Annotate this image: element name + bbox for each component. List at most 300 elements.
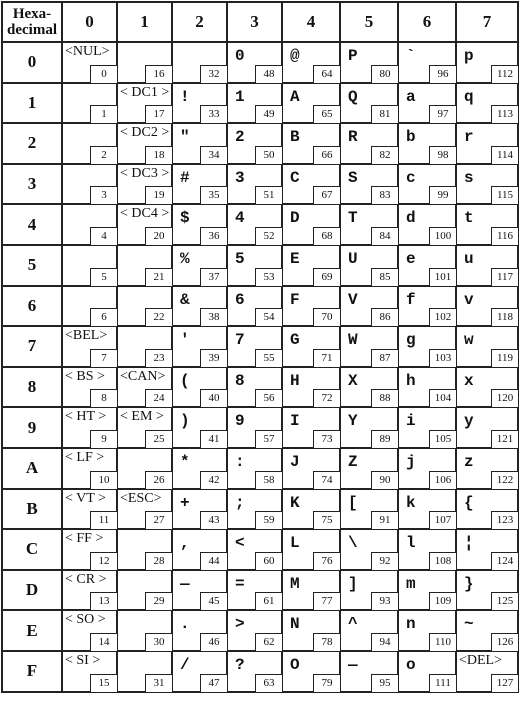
table-row (2, 326, 518, 367)
decimal-code-box: 36 (200, 227, 227, 245)
decimal-code-box: 84 (371, 227, 398, 245)
char-cell (398, 245, 456, 286)
decimal-code-box: 92 (371, 552, 398, 570)
char-glyph: D (290, 209, 300, 228)
decimal-code-box: 74 (313, 471, 340, 489)
decimal-code-box: 106 (429, 471, 456, 489)
char-glyph: r (464, 128, 474, 147)
decimal-code-box: 95 (371, 674, 398, 692)
char-glyph: $ (180, 209, 190, 228)
decimal-code-box: 19 (145, 186, 172, 204)
char-cell (340, 83, 398, 124)
char-cell (172, 610, 227, 651)
table-row (2, 489, 518, 530)
char-cell (340, 245, 398, 286)
decimal-code-box: 70 (313, 308, 340, 326)
decimal-code-box: 40 (200, 389, 227, 407)
char-cell (117, 489, 172, 530)
char-cell (398, 407, 456, 448)
row-header-7: 7 (2, 326, 62, 367)
char-cell (398, 489, 456, 530)
char-cell (282, 651, 340, 692)
char-cell (456, 570, 518, 611)
decimal-code-box: 69 (313, 268, 340, 286)
char-cell (340, 326, 398, 367)
char-glyph: ? (235, 655, 245, 674)
decimal-code-box: 7 (90, 349, 117, 367)
decimal-code-box: 0 (90, 65, 117, 83)
char-cell (172, 367, 227, 408)
decimal-code-box: 11 (90, 511, 117, 529)
decimal-code-box: 91 (371, 511, 398, 529)
char-glyph: 1 (235, 87, 245, 106)
char-cell (282, 367, 340, 408)
decimal-code-box: 29 (145, 592, 172, 610)
decimal-code-box: 88 (371, 389, 398, 407)
char-glyph: h (406, 371, 416, 390)
decimal-code-box: 52 (255, 227, 282, 245)
decimal-code-box: 55 (255, 349, 282, 367)
char-cell (456, 123, 518, 164)
decimal-code-box: 120 (491, 389, 518, 407)
char-cell (282, 286, 340, 327)
table-row (2, 570, 518, 611)
char-cell (282, 83, 340, 124)
table-row (2, 245, 518, 286)
char-glyph: s (464, 168, 474, 187)
decimal-code-box: 111 (429, 674, 456, 692)
char-glyph: ! (180, 87, 190, 106)
row-header-3: 3 (2, 164, 62, 205)
char-cell (456, 204, 518, 245)
char-cell (172, 204, 227, 245)
char-cell (340, 204, 398, 245)
char-glyph: 3 (235, 168, 245, 187)
char-cell (398, 164, 456, 205)
header-row (2, 2, 518, 42)
decimal-code-box: 25 (145, 430, 172, 448)
char-cell (117, 204, 172, 245)
char-glyph: n (406, 615, 416, 634)
decimal-code-box: 104 (429, 389, 456, 407)
char-cell (227, 489, 282, 530)
char-cell (117, 164, 172, 205)
char-glyph: l (406, 534, 416, 553)
control-char-label: < VT > (65, 490, 106, 506)
char-cell (456, 651, 518, 692)
char-glyph: S (348, 168, 358, 187)
decimal-code-box: 17 (145, 105, 172, 123)
decimal-code-box: 54 (255, 308, 282, 326)
char-cell (172, 651, 227, 692)
char-cell (62, 570, 117, 611)
char-cell (340, 570, 398, 611)
column-header-7: 7 (456, 2, 518, 42)
char-cell (456, 610, 518, 651)
char-cell (340, 610, 398, 651)
row-header-C: C (2, 529, 62, 570)
char-glyph: # (180, 168, 190, 187)
decimal-code-box: 21 (145, 268, 172, 286)
char-glyph: 6 (235, 290, 245, 309)
char-cell (172, 448, 227, 489)
decimal-code-box: 79 (313, 674, 340, 692)
decimal-code-box: 18 (145, 146, 172, 164)
char-glyph: x (464, 371, 474, 390)
decimal-code-box: 60 (255, 552, 282, 570)
char-cell (398, 42, 456, 83)
decimal-code-box: 56 (255, 389, 282, 407)
table-row (2, 651, 518, 692)
char-cell (172, 489, 227, 530)
decimal-code-box: 38 (200, 308, 227, 326)
decimal-code-box: 83 (371, 186, 398, 204)
decimal-code-box: 20 (145, 227, 172, 245)
char-glyph: — (180, 574, 190, 593)
control-char-label: <DEL> (459, 652, 503, 668)
char-glyph: y (464, 412, 474, 431)
decimal-code-box: 22 (145, 308, 172, 326)
char-cell (456, 164, 518, 205)
char-cell (62, 83, 117, 124)
decimal-code-box: 115 (491, 186, 518, 204)
decimal-code-box: 62 (255, 633, 282, 651)
decimal-code-box: 78 (313, 633, 340, 651)
char-cell (62, 367, 117, 408)
ascii-code-table (1, 1, 519, 693)
table-row (2, 286, 518, 327)
char-cell (62, 245, 117, 286)
char-cell (456, 448, 518, 489)
char-cell (62, 529, 117, 570)
decimal-code-box: 33 (200, 105, 227, 123)
decimal-code-box: 109 (429, 592, 456, 610)
decimal-code-box: 39 (200, 349, 227, 367)
char-glyph: { (464, 493, 474, 512)
char-cell (227, 164, 282, 205)
char-glyph: F (290, 290, 300, 309)
char-cell (117, 123, 172, 164)
char-glyph: W (348, 331, 358, 350)
char-glyph: I (290, 412, 300, 431)
char-glyph: e (406, 249, 416, 268)
decimal-code-box: 32 (200, 65, 227, 83)
control-char-label: < DC2 > (120, 125, 170, 141)
char-cell (62, 42, 117, 83)
char-glyph: o (406, 655, 416, 674)
char-glyph: / (180, 655, 190, 674)
char-cell (172, 529, 227, 570)
char-glyph: L (290, 534, 300, 553)
char-cell (227, 610, 282, 651)
decimal-code-box: 66 (313, 146, 340, 164)
char-cell (340, 448, 398, 489)
char-cell (117, 42, 172, 83)
char-cell (282, 448, 340, 489)
char-glyph: v (464, 290, 474, 309)
char-glyph: ] (348, 574, 358, 593)
char-glyph: O (290, 655, 300, 674)
char-cell (282, 123, 340, 164)
char-cell (282, 407, 340, 448)
column-header-2: 2 (172, 2, 227, 42)
char-cell (456, 407, 518, 448)
char-cell (172, 83, 227, 124)
decimal-code-box: 68 (313, 227, 340, 245)
char-glyph: @ (290, 47, 300, 65)
table-body (2, 42, 518, 692)
column-header-6: 6 (398, 2, 456, 42)
char-cell (340, 123, 398, 164)
decimal-code-box: 122 (491, 471, 518, 489)
decimal-code-box: 26 (145, 471, 172, 489)
char-cell (456, 529, 518, 570)
char-cell (62, 286, 117, 327)
decimal-code-box: 51 (255, 186, 282, 204)
control-char-label: <CAN> (120, 368, 166, 384)
decimal-code-box: 112 (491, 65, 518, 83)
control-char-label: <BEL> (65, 328, 108, 344)
decimal-code-box: 28 (145, 552, 172, 570)
decimal-code-box: 48 (255, 65, 282, 83)
row-header-5: 5 (2, 245, 62, 286)
decimal-code-box: 127 (491, 674, 518, 692)
char-cell (456, 367, 518, 408)
char-glyph: B (290, 128, 300, 147)
char-glyph: % (180, 249, 190, 268)
control-char-label: < EM > (120, 409, 164, 425)
decimal-code-box: 99 (429, 186, 456, 204)
char-glyph: 2 (235, 128, 245, 147)
decimal-code-box: 31 (145, 674, 172, 692)
char-glyph: m (406, 574, 416, 593)
table-row (2, 367, 518, 408)
char-glyph: : (235, 452, 245, 471)
decimal-code-box: 89 (371, 430, 398, 448)
char-cell (62, 204, 117, 245)
decimal-code-box: 12 (90, 552, 117, 570)
table-row (2, 407, 518, 448)
char-glyph: X (348, 371, 358, 390)
char-cell (227, 123, 282, 164)
char-cell (282, 489, 340, 530)
decimal-code-box: 126 (491, 633, 518, 651)
char-cell (62, 326, 117, 367)
char-glyph: c (406, 168, 416, 187)
decimal-code-box: 119 (491, 349, 518, 367)
decimal-code-box: 93 (371, 592, 398, 610)
char-glyph: a (406, 87, 416, 106)
char-cell (117, 407, 172, 448)
decimal-code-box: 103 (429, 349, 456, 367)
char-glyph: Z (348, 452, 358, 471)
decimal-code-box: 46 (200, 633, 227, 651)
row-header-D: D (2, 570, 62, 611)
char-cell (117, 286, 172, 327)
char-cell (398, 123, 456, 164)
char-cell (62, 610, 117, 651)
char-cell (227, 42, 282, 83)
char-glyph: K (290, 493, 300, 512)
char-cell (62, 489, 117, 530)
char-glyph: & (180, 290, 190, 309)
char-glyph: ^ (348, 615, 358, 634)
char-cell (62, 407, 117, 448)
column-header-1: 1 (117, 2, 172, 42)
decimal-code-box: 44 (200, 552, 227, 570)
decimal-code-box: 63 (255, 674, 282, 692)
char-glyph: ) (180, 412, 190, 431)
char-cell (398, 570, 456, 611)
char-cell (117, 529, 172, 570)
decimal-code-box: 13 (90, 592, 117, 610)
ascii-table-container (1, 1, 519, 693)
char-glyph: . (180, 615, 190, 634)
char-cell (227, 286, 282, 327)
char-cell (456, 42, 518, 83)
char-glyph: i (406, 412, 416, 431)
decimal-code-box: 82 (371, 146, 398, 164)
char-glyph: > (235, 615, 245, 634)
char-cell (282, 245, 340, 286)
control-char-label: <NUL> (65, 44, 110, 59)
decimal-code-box: 43 (200, 511, 227, 529)
column-header-3: 3 (227, 2, 282, 42)
char-glyph: E (290, 249, 300, 268)
char-glyph: , (180, 534, 190, 553)
char-glyph: q (464, 87, 474, 106)
row-header-6: 6 (2, 286, 62, 327)
char-cell (117, 245, 172, 286)
decimal-code-box: 86 (371, 308, 398, 326)
char-cell (117, 83, 172, 124)
control-char-label: < HT > (65, 409, 107, 425)
control-char-label: < DC1 > (120, 84, 170, 100)
decimal-code-box: 105 (429, 430, 456, 448)
decimal-code-box: 4 (90, 227, 117, 245)
char-cell (340, 367, 398, 408)
decimal-code-box: 76 (313, 552, 340, 570)
decimal-code-box: 6 (90, 308, 117, 326)
row-header-9: 9 (2, 407, 62, 448)
char-glyph: g (406, 331, 416, 350)
table-row (2, 610, 518, 651)
decimal-code-box: 30 (145, 633, 172, 651)
char-glyph: k (406, 493, 416, 512)
char-cell (340, 164, 398, 205)
char-glyph: w (464, 331, 474, 350)
decimal-code-box: 24 (145, 389, 172, 407)
decimal-code-box: 3 (90, 186, 117, 204)
decimal-code-box: 87 (371, 349, 398, 367)
decimal-code-box: 61 (255, 592, 282, 610)
decimal-code-box: 37 (200, 268, 227, 286)
decimal-code-box: 1 (90, 105, 117, 123)
column-header-4: 4 (282, 2, 340, 42)
char-glyph: ` (406, 47, 416, 65)
char-glyph: * (180, 452, 190, 471)
char-glyph: C (290, 168, 300, 187)
decimal-code-box: 107 (429, 511, 456, 529)
char-glyph: } (464, 574, 474, 593)
char-cell (398, 610, 456, 651)
char-glyph: Y (348, 412, 358, 431)
table-row (2, 448, 518, 489)
decimal-code-box: 15 (90, 674, 117, 692)
column-header-5: 5 (340, 2, 398, 42)
char-glyph: V (348, 290, 358, 309)
decimal-code-box: 113 (491, 105, 518, 123)
char-cell (117, 610, 172, 651)
char-cell (227, 367, 282, 408)
char-cell (398, 326, 456, 367)
char-cell (172, 245, 227, 286)
decimal-code-box: 123 (491, 511, 518, 529)
decimal-code-box: 45 (200, 592, 227, 610)
decimal-code-box: 71 (313, 349, 340, 367)
char-glyph: G (290, 331, 300, 350)
char-cell (398, 529, 456, 570)
char-glyph: 0 (235, 47, 245, 65)
char-cell (456, 83, 518, 124)
control-char-label: < DC3 > (120, 165, 170, 181)
decimal-code-box: 90 (371, 471, 398, 489)
char-glyph: ' (180, 331, 190, 350)
char-cell (340, 529, 398, 570)
char-cell (282, 204, 340, 245)
char-glyph: A (290, 87, 300, 106)
char-glyph: U (348, 249, 358, 268)
char-cell (227, 448, 282, 489)
control-char-label: < CR > (65, 571, 107, 587)
decimal-code-box: 101 (429, 268, 456, 286)
decimal-code-box: 102 (429, 308, 456, 326)
char-cell (227, 245, 282, 286)
char-cell (117, 570, 172, 611)
corner-header: Hexa-decimal (2, 2, 62, 42)
decimal-code-box: 57 (255, 430, 282, 448)
char-cell (62, 448, 117, 489)
decimal-code-box: 8 (90, 389, 117, 407)
char-cell (172, 407, 227, 448)
char-cell (172, 42, 227, 83)
row-header-B: B (2, 489, 62, 530)
decimal-code-box: 58 (255, 471, 282, 489)
char-glyph: 8 (235, 371, 245, 390)
decimal-code-box: 64 (313, 65, 340, 83)
char-glyph: ( (180, 371, 190, 390)
char-cell (398, 83, 456, 124)
char-cell (227, 83, 282, 124)
control-char-label: < BS > (65, 368, 105, 384)
decimal-code-box: 27 (145, 511, 172, 529)
row-header-F: F (2, 651, 62, 692)
decimal-code-box: 41 (200, 430, 227, 448)
decimal-code-box: 14 (90, 633, 117, 651)
decimal-code-box: 125 (491, 592, 518, 610)
decimal-code-box: 10 (90, 471, 117, 489)
decimal-code-box: 124 (491, 552, 518, 570)
control-char-label: <ESC> (120, 490, 162, 506)
char-cell (227, 407, 282, 448)
char-cell (62, 164, 117, 205)
row-header-4: 4 (2, 204, 62, 245)
char-cell (398, 204, 456, 245)
char-glyph: ~ (464, 615, 474, 634)
char-cell (456, 489, 518, 530)
char-cell (227, 570, 282, 611)
char-glyph: + (180, 493, 190, 512)
